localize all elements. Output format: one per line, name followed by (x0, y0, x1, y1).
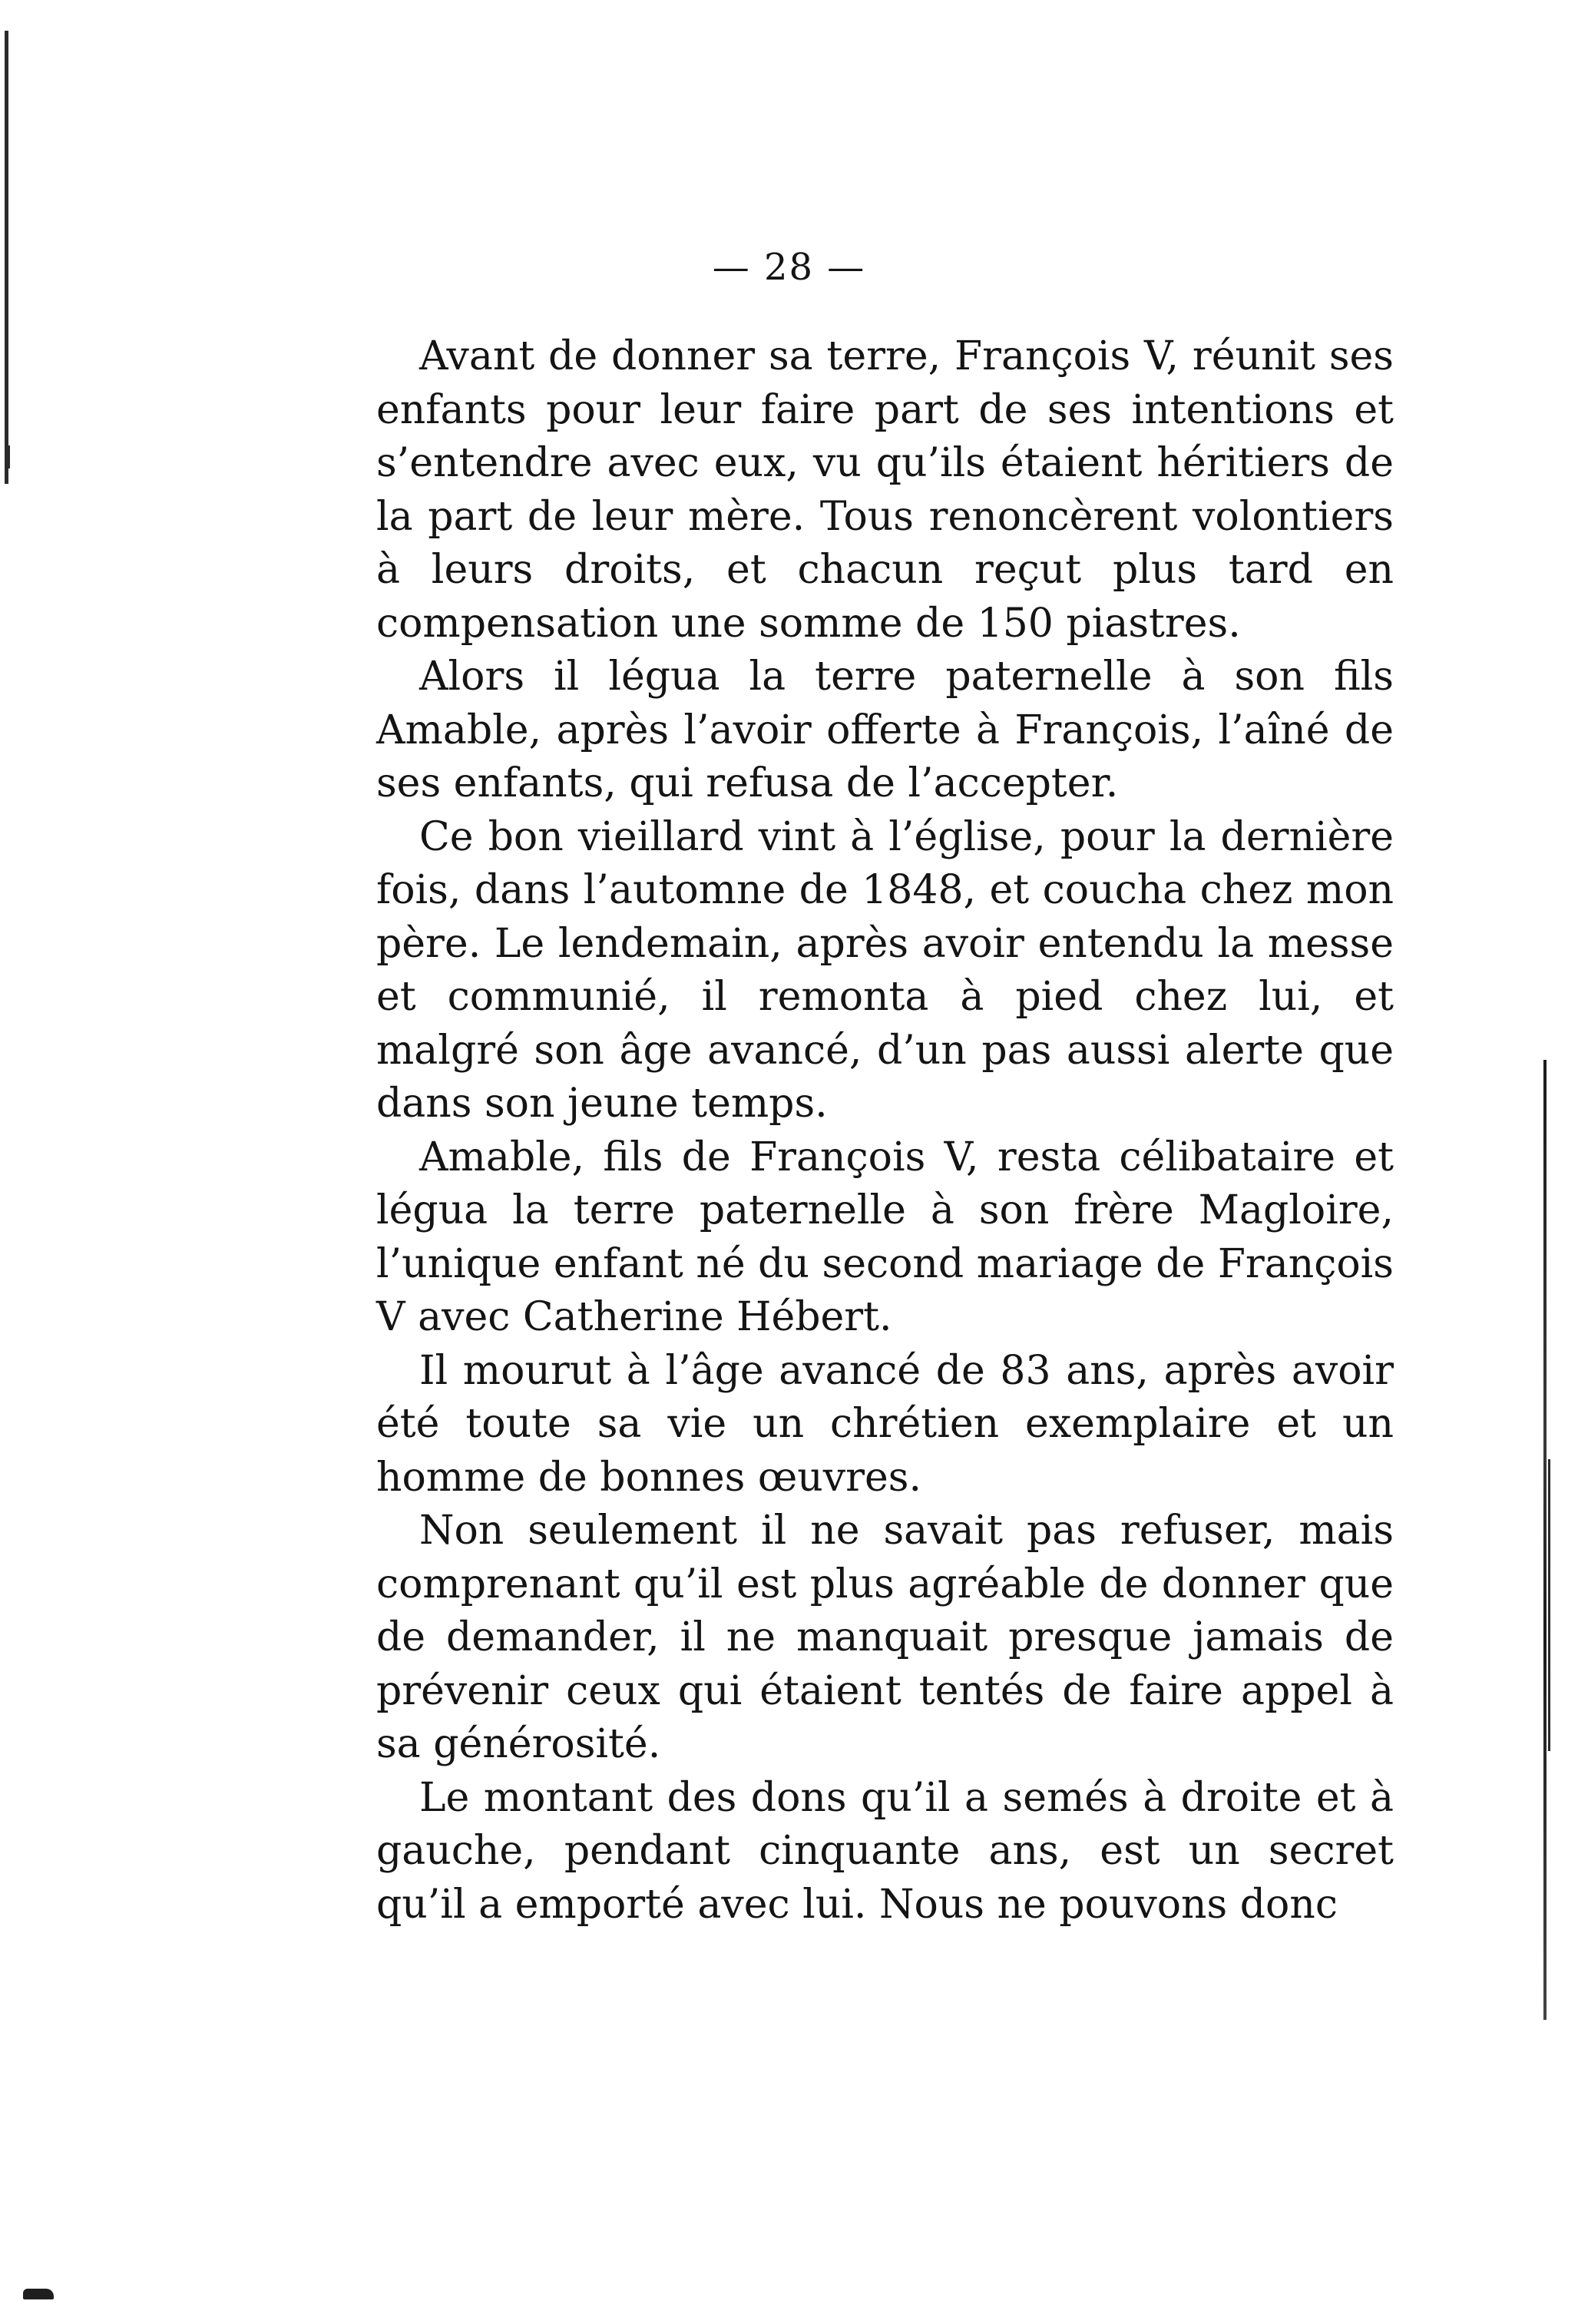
scan-corner-mark (23, 2289, 54, 2299)
paragraph: Ce bon vieillard vint à l’église, pour la dernière fois, dans l’automne de 1848, et coucha chez mon père. Le lendemain, après avoir entendu la messe et communié, il remonta à pied chez lui, et malgré son âge avancé, d’un pas aussi alerte que dans son jeune temps. (376, 813, 1394, 1127)
page-number: — 28 — (712, 246, 866, 289)
scan-edge-right-mark (1548, 1459, 1550, 1751)
paragraph: Amable, fils de François V, resta célibataire et légua la terre paternelle à son frère Magloire, l’unique enfant né du second mariage de François V avec Catherine Hébert. (376, 1134, 1394, 1340)
paragraph: Il mourut à l’âge avancé de 83 ans, après avoir été toute sa vie un chrétien exemplaire et un homme de bonnes œuvres. (376, 1347, 1394, 1501)
paragraph: Avant de donner sa terre, François V, réunit ses enfants pour leur faire part de ses intentions et s’entendre avec eux, vu qu’ils étaient héritiers de la part de leur mère. Tous renoncèrent volontiers à leurs droits, et chacun reçut plus tard en compensation une somme de 150 piastres. (376, 333, 1394, 647)
scan-edge-left-mark (8, 445, 10, 468)
body-text (376, 330, 1394, 1932)
paragraph: Le montant des dons qu’il a semés à droite et à gauche, pendant cinquante ans, est un secret qu’il a emporté avec lui. Nous ne pouvons donc (376, 1774, 1394, 1928)
paragraph: Alors il légua la terre paternelle à son fils Amable, après l’avoir offerte à François, l’aîné de ses enfants, qui refusa de l’accepter. (376, 654, 1394, 806)
paragraph: Non seulement il ne savait pas refuser, mais comprenant qu’il est plus agréable de donner que de demander, il ne manquait presque jamais de prévenir ceux qui étaient tentés de faire appel à sa générosité. (376, 1508, 1394, 1767)
scan-edge-right (1543, 1060, 1547, 2020)
